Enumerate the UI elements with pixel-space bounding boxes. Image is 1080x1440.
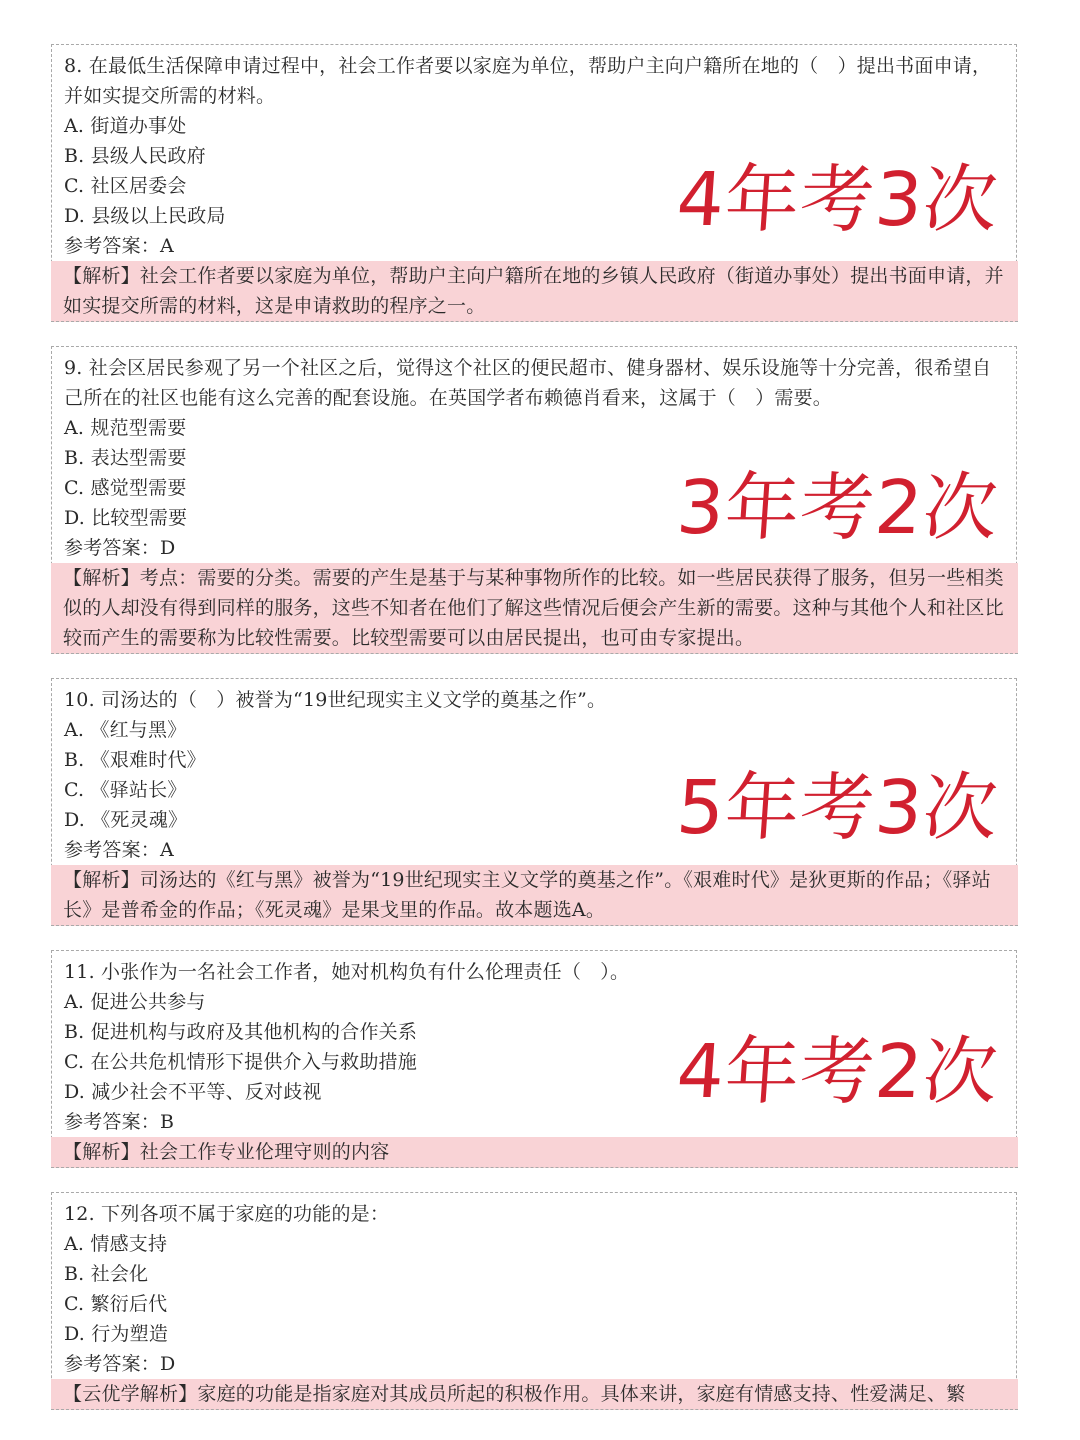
frequency-stamp: 4年考3次 [673, 157, 1002, 243]
answer: 参考答案：A [64, 235, 174, 257]
option-b: B. 县级人民政府 [64, 145, 206, 167]
analysis-text: 【解析】社会工作者要以家庭为单位，帮助户主向户籍所在地的乡镇人民政府（街道办事处）提出书面申请，并如实提交所需的材料，这是申请救助的程序之一。 [51, 261, 1018, 322]
option-d: D. 《死灵魂》 [64, 809, 188, 831]
option-c: C. 感觉型需要 [64, 477, 187, 499]
question-text: 12. 下列各项不属于家庭的功能的是： [64, 1203, 390, 1225]
frequency-stamp: 5年考3次 [673, 765, 1002, 851]
question-card-12 [51, 1192, 1017, 1408]
option-c: C. 繁衍后代 [64, 1293, 168, 1315]
option-c: C. 在公共危机情形下提供介入与救助措施 [64, 1051, 417, 1073]
question-text: 11. 小张作为一名社会工作者，她对机构负有什么伦理责任（ ）。 [64, 961, 630, 983]
option-b: B. 《艰难时代》 [64, 749, 206, 771]
question-card-9 [51, 346, 1017, 650]
question-text: 10. 司汤达的（ ）被誉为“19世纪现实主义文学的奠基之作”。 [64, 689, 607, 711]
frequency-stamp: 3年考2次 [673, 465, 1002, 551]
option-c: C. 社区居委会 [64, 175, 187, 197]
analysis-text: 【解析】司汤达的《红与黑》被誉为“19世纪现实主义文学的奠基之作”。《艰难时代》是狄更斯的作品；《驿站长》是普希金的作品；《死灵魂》是果戈里的作品。故本题选A。 [51, 865, 1018, 926]
answer: 参考答案：A [64, 839, 174, 861]
option-d: D. 比较型需要 [64, 507, 188, 529]
analysis-text: 【云优学解析】家庭的功能是指家庭对其成员所起的积极作用。具体来讲，家庭有情感支持、性爱满足、繁 [51, 1379, 1018, 1410]
question-text: 8. 在最低生活保障申请过程中，社会工作者要以家庭为单位，帮助户主向户籍所在地的（ ）提出书面申请，并如实提交所需的材料。 [64, 55, 992, 107]
option-d: D. 县级以上民政局 [64, 205, 226, 227]
analysis-text: 【解析】社会工作专业伦理守则的内容 [51, 1137, 1018, 1168]
option-a: A. 促进公共参与 [64, 991, 206, 1013]
answer: 参考答案：D [64, 1353, 176, 1375]
analysis-text: 【解析】考点：需要的分类。需要的产生是基于与某种事物所作的比较。如一些居民获得了服务，但另一些相类似的人却没有得到同样的服务，这些不知者在他们了解这些情况后便会产生新的需要。这种与其他个人和社区比较而产生的需要称为比较性需要。比较型需要可以由居民提出，也可由专家提出。 [51, 563, 1018, 654]
answer: 参考答案：D [64, 537, 176, 559]
option-b: B. 促进机构与政府及其他机构的合作关系 [64, 1021, 418, 1043]
question-card-11 [51, 950, 1017, 1164]
option-b: B. 社会化 [64, 1263, 149, 1285]
question-text: 9. 社会区居民参观了另一个社区之后，觉得这个社区的便民超市、健身器材、娱乐设施等十分完善，很希望自己所在的社区也能有这么完善的配套设施。在英国学者布赖德肖看来，这属于（ ）需要。 [64, 357, 992, 409]
option-b: B. 表达型需要 [64, 447, 187, 469]
option-d: D. 减少社会不平等、反对歧视 [64, 1081, 322, 1103]
option-a: A. 情感支持 [64, 1233, 168, 1255]
option-d: D. 行为塑造 [64, 1323, 169, 1345]
question-card-8 [51, 44, 1017, 318]
frequency-stamp: 4年考2次 [673, 1029, 1002, 1115]
answer: 参考答案：B [64, 1111, 175, 1133]
option-a: A. 规范型需要 [64, 417, 187, 439]
option-c: C. 《驿站长》 [64, 779, 187, 801]
option-a: A. 街道办事处 [64, 115, 187, 137]
option-a: A. 《红与黑》 [64, 719, 187, 741]
question-card-10 [51, 678, 1017, 922]
